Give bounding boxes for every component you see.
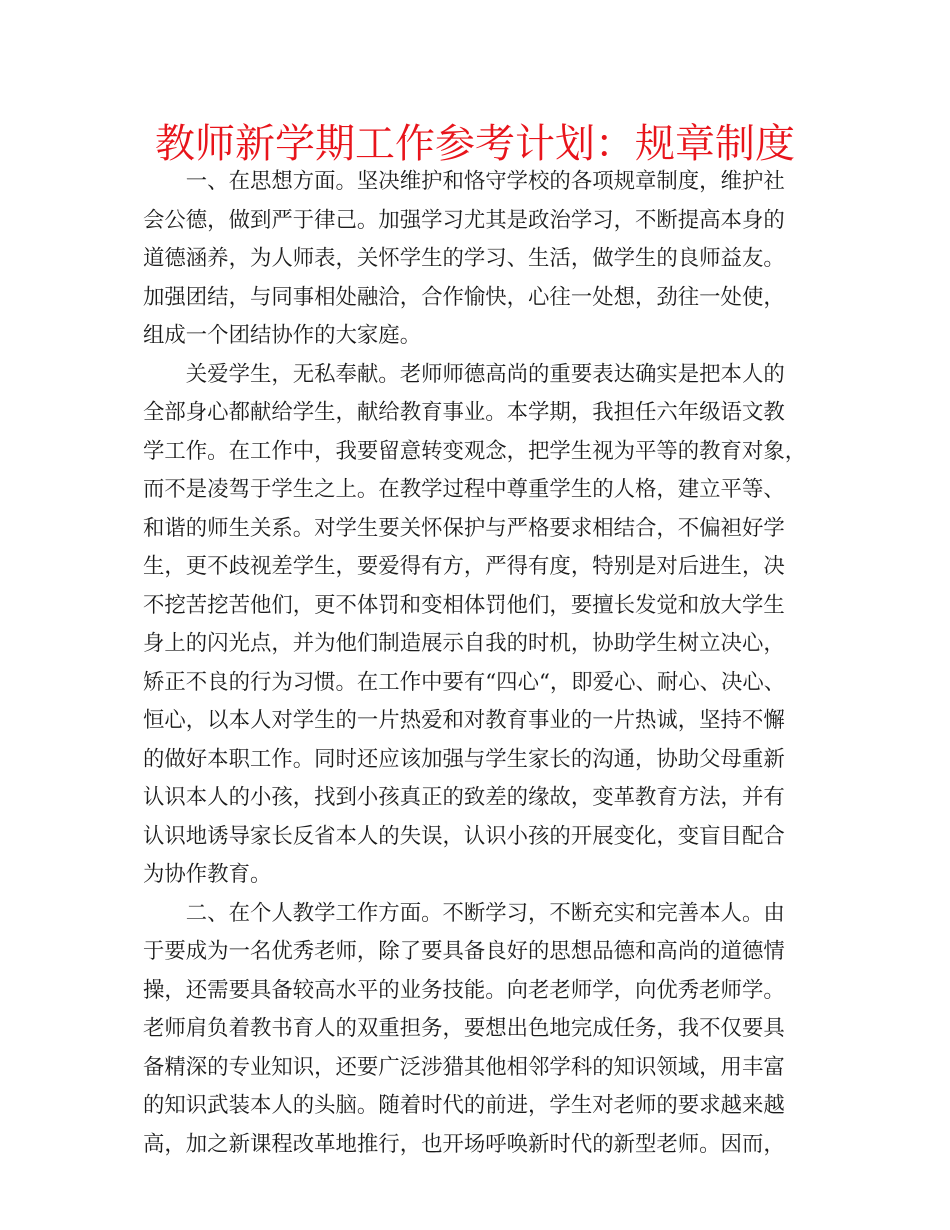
text-line: 而不是凌驾于学生之上。在教学过程中尊重学生的人格，建立平等、 xyxy=(143,477,785,502)
text-line: 二、在个人教学工作方面。不断学习，不断充实和完善本人。由 xyxy=(143,900,785,926)
paragraph-1 xyxy=(143,163,825,356)
text-line: 高，加之新课程改革地推行，也开场呼唤新时代的新型老师。因而， xyxy=(143,1131,785,1157)
text-line: 全部身心都献给学生，献给教育事业。本学期，我担任六年级语文教 xyxy=(143,400,785,425)
text-line: 认识本人的小孩，找到小孩真正的致差的缘故，变革教育方法，并有 xyxy=(143,785,785,810)
text-line: 于要成为一名优秀老师，除了要具备良好的思想品德和高尚的道德情 xyxy=(143,939,785,964)
text-line: 老师肩负着教书育人的双重担务，要想出色地完成任务，我不仅要具 xyxy=(143,1016,785,1041)
document-body xyxy=(143,163,825,1164)
text-line: 关爱学生，无私奉献。老师师德高尚的重要表达确实是把本人的 xyxy=(143,361,785,387)
text-line: 认识地诱导家长反省本人的失误，认识小孩的开展变化，变盲目配合 xyxy=(143,823,785,849)
text-line: 生，更不歧视差学生，要爱得有方，严得有度，特别是对后进生，决 xyxy=(143,554,785,579)
paragraph-3 xyxy=(143,895,825,1165)
text-line: 会公德，做到严于律己。加强学习尤其是政治学习，不断提高本身的 xyxy=(143,207,785,233)
text-line: 组成一个团结协作的大家庭。 xyxy=(143,323,422,348)
text-line: 的知识武装本人的头脑。随着时代的前进，学生对老师的要求越来越 xyxy=(143,1093,785,1118)
text-line: 矫正不良的行为习惯。在工作中要有“四心“，即爱心、耐心、决心、 xyxy=(143,669,786,695)
text-line: 的做好本职工作。同时还应该加强与学生家长的沟通，协助父母重新 xyxy=(143,746,785,772)
text-line: 道德涵养，为人师表，关怀学生的学习、生活，做学生的良师益友。 xyxy=(143,246,785,271)
document-title: 教师新学期工作参考计划：规章制度 xyxy=(155,121,795,167)
text-line: 和谐的师生关系。对学生要关怀保护与严格要求相结合，不偏袒好学 xyxy=(143,515,785,541)
text-line: 加强团结，与同事相处融洽，合作愉快，心往一处想，劲往一处使， xyxy=(143,284,785,310)
text-line: 学工作。在工作中，我要留意转变观念，把学生视为平等的教育对象， xyxy=(143,438,807,464)
text-line: 身上的闪光点，并为他们制造展示自我的时机，协助学生树立决心， xyxy=(143,631,785,656)
text-line: 恒心，以本人对学生的一片热爱和对教育事业的一片热诚，坚持不懈 xyxy=(143,708,785,733)
paragraph-2 xyxy=(143,356,825,895)
text-line: 备精深的专业知识，还要广泛涉猎其他相邻学科的知识领域，用丰富 xyxy=(143,1054,785,1080)
text-line: 操，还需要具备较高水平的业务技能。向老老师学，向优秀老师学。 xyxy=(143,977,785,1003)
text-line: 为协作教育。 xyxy=(143,862,272,887)
text-line: 一、在思想方面。坚决维护和恪守学校的各项规章制度，维护社 xyxy=(143,169,785,194)
text-line: 不挖苦挖苦他们，更不体罚和变相体罚他们，要擅长发觉和放大学生 xyxy=(143,592,785,618)
